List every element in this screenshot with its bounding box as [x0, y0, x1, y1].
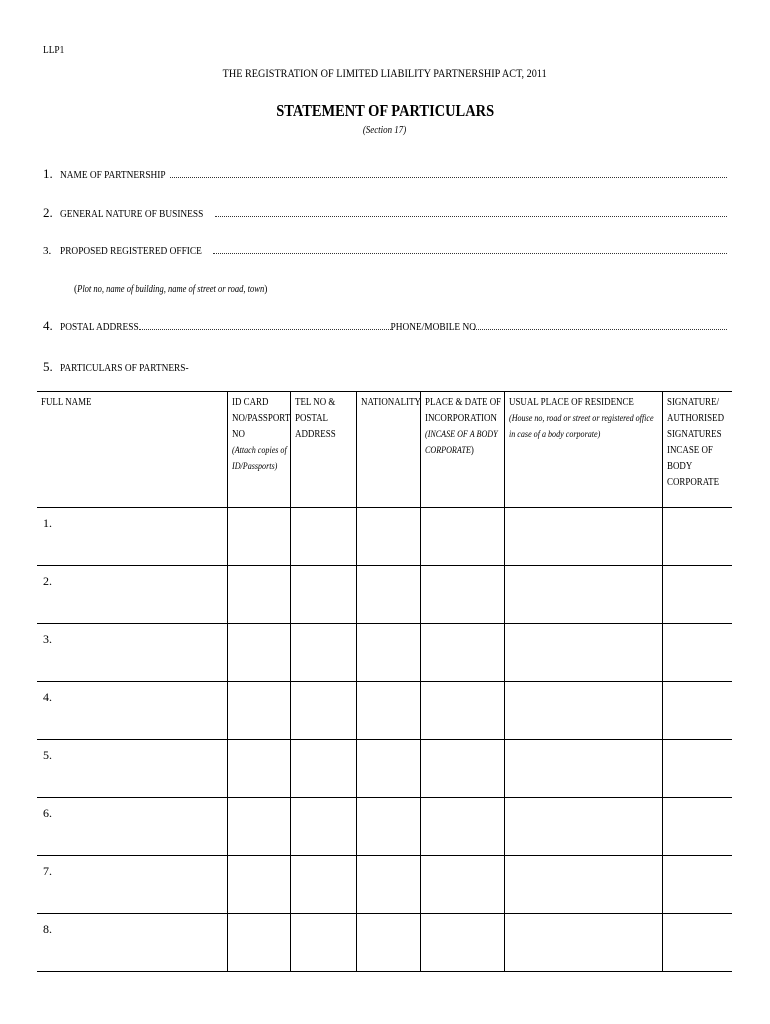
cell-signature[interactable]	[662, 856, 732, 914]
cell-nationality[interactable]	[356, 508, 420, 566]
cell-nationality[interactable]	[356, 740, 420, 798]
field-partners-heading	[43, 359, 727, 375]
cell-tel-address[interactable]	[290, 682, 356, 740]
column-header-tel-address: TEL NO & POSTAL ADDRESS	[290, 392, 356, 508]
cell-residence[interactable]	[504, 566, 662, 624]
partners-table	[37, 391, 732, 972]
row-number: 1.	[43, 516, 52, 530]
table-row	[37, 740, 732, 798]
row-number: 2.	[43, 574, 52, 588]
cell-nationality[interactable]	[356, 682, 420, 740]
cell-residence[interactable]	[504, 798, 662, 856]
cell-full-name[interactable]	[37, 566, 227, 624]
cell-full-name[interactable]	[37, 682, 227, 740]
field-number: 1.	[43, 166, 53, 181]
field-business-nature	[43, 205, 727, 221]
column-header-nationality: NATIONALITY	[356, 392, 420, 508]
cell-full-name[interactable]	[37, 740, 227, 798]
column-header-id-card: ID CARD NO/PASSPORT NO (Attach copies of ID/Passports)	[227, 392, 290, 508]
cell-nationality[interactable]	[356, 624, 420, 682]
cell-id-card[interactable]	[227, 914, 290, 972]
cell-residence[interactable]	[504, 682, 662, 740]
cell-incorporation[interactable]	[420, 798, 504, 856]
partner-rows	[37, 508, 732, 972]
cell-signature[interactable]	[662, 508, 732, 566]
row-number: 4.	[43, 690, 52, 704]
cell-full-name[interactable]	[37, 914, 227, 972]
cell-id-card[interactable]	[227, 624, 290, 682]
phone-input[interactable]	[473, 321, 727, 330]
cell-incorporation[interactable]	[420, 624, 504, 682]
table-row	[37, 856, 732, 914]
cell-full-name[interactable]	[37, 624, 227, 682]
phone-label: PHONE/MOBILE NO	[390, 321, 476, 333]
cell-signature[interactable]	[662, 566, 732, 624]
cell-residence[interactable]	[504, 740, 662, 798]
field-label: PROPOSED REGISTERED OFFICE	[60, 245, 202, 257]
cell-signature[interactable]	[662, 682, 732, 740]
cell-id-card[interactable]	[227, 508, 290, 566]
cell-id-card[interactable]	[227, 798, 290, 856]
column-header-full-name: FULL NAME	[37, 392, 227, 508]
table-row	[37, 914, 732, 972]
field-number: 2.	[43, 205, 53, 220]
cell-id-card[interactable]	[227, 856, 290, 914]
cell-tel-address[interactable]	[290, 624, 356, 682]
cell-full-name[interactable]	[37, 508, 227, 566]
business-nature-input[interactable]	[215, 208, 727, 217]
cell-tel-address[interactable]	[290, 856, 356, 914]
field-registered-office	[43, 245, 727, 257]
table-row	[37, 508, 732, 566]
cell-signature[interactable]	[662, 624, 732, 682]
act-title: THE REGISTRATION OF LIMITED LIABILITY PARTNERSHIP ACT, 2011	[222, 66, 548, 80]
table-row	[37, 566, 732, 624]
partnership-name-input[interactable]	[170, 169, 727, 178]
page-title: STATEMENT OF PARTICULARS	[276, 101, 494, 120]
cell-tel-address[interactable]	[290, 740, 356, 798]
cell-signature[interactable]	[662, 914, 732, 972]
cell-incorporation[interactable]	[420, 856, 504, 914]
field-number: 3.	[43, 245, 52, 257]
cell-residence[interactable]	[504, 856, 662, 914]
cell-incorporation[interactable]	[420, 508, 504, 566]
cell-incorporation[interactable]	[420, 566, 504, 624]
cell-id-card[interactable]	[227, 682, 290, 740]
table-row	[37, 798, 732, 856]
field-label: POSTAL ADDRESS	[60, 321, 139, 333]
cell-tel-address[interactable]	[290, 914, 356, 972]
cell-tel-address[interactable]	[290, 508, 356, 566]
postal-address-input[interactable]	[139, 321, 393, 330]
row-number: 3.	[43, 632, 52, 646]
row-number: 7.	[43, 864, 52, 878]
section-reference: (Section 17)	[363, 125, 407, 136]
field-partnership-name	[43, 166, 727, 182]
field-number: 4.	[43, 318, 53, 333]
cell-signature[interactable]	[662, 798, 732, 856]
field-postal-address	[43, 318, 727, 334]
row-number: 5.	[43, 748, 52, 762]
cell-full-name[interactable]	[37, 798, 227, 856]
field-label: PARTICULARS OF PARTNERS-	[60, 362, 189, 374]
cell-residence[interactable]	[504, 914, 662, 972]
cell-residence[interactable]	[504, 624, 662, 682]
field-label: GENERAL NATURE OF BUSINESS	[60, 208, 204, 220]
cell-residence[interactable]	[504, 508, 662, 566]
cell-incorporation[interactable]	[420, 740, 504, 798]
cell-tel-address[interactable]	[290, 566, 356, 624]
row-number: 8.	[43, 922, 52, 936]
cell-nationality[interactable]	[356, 914, 420, 972]
cell-nationality[interactable]	[356, 566, 420, 624]
cell-tel-address[interactable]	[290, 798, 356, 856]
column-header-signature: SIGNATURE/ AUTHORISED SIGNATURES INCASE OF BODY CORPORATE	[662, 392, 732, 508]
cell-full-name[interactable]	[37, 856, 227, 914]
office-hint: (Plot no, name of building, name of street or road, town)	[74, 283, 268, 295]
cell-nationality[interactable]	[356, 856, 420, 914]
field-number: 5.	[43, 359, 53, 374]
form-code: LLP1	[43, 44, 65, 56]
cell-nationality[interactable]	[356, 798, 420, 856]
table-row	[37, 682, 732, 740]
cell-signature[interactable]	[662, 740, 732, 798]
column-header-incorporation: PLACE & DATE OF INCORPORATION (INCASE OF A BODY CORPORATE)	[420, 392, 504, 508]
cell-incorporation[interactable]	[420, 914, 504, 972]
registered-office-input[interactable]	[213, 245, 727, 254]
column-header-residence: USUAL PLACE OF RESIDENCE (House no, road or street or registered office in case of a body corporate)	[504, 392, 662, 508]
cell-id-card[interactable]	[227, 566, 290, 624]
table-header-row	[37, 392, 732, 508]
cell-id-card[interactable]	[227, 740, 290, 798]
cell-incorporation[interactable]	[420, 682, 504, 740]
row-number: 6.	[43, 806, 52, 820]
field-label: NAME OF PARTNERSHIP	[60, 169, 166, 181]
table-row	[37, 624, 732, 682]
